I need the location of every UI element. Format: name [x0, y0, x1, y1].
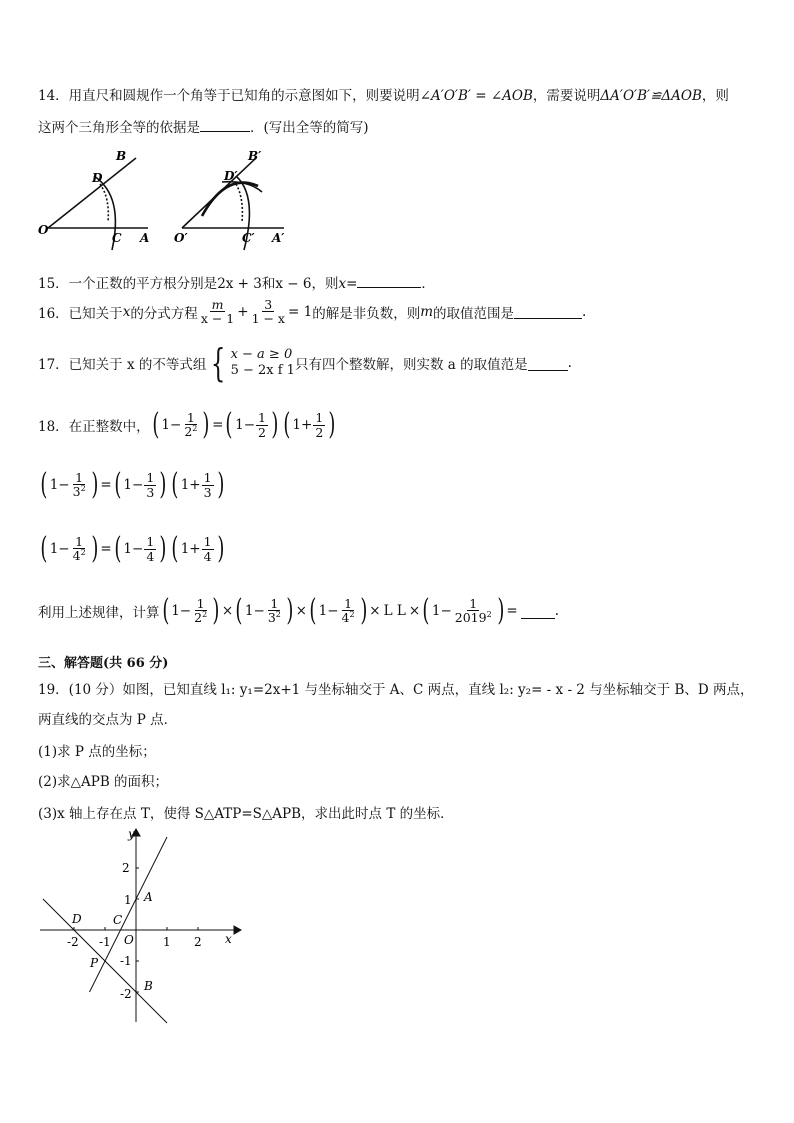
- q18-times-4: ×: [408, 603, 421, 619]
- x-tick-1: 1: [163, 935, 171, 949]
- label-d-prime: D′: [224, 169, 238, 183]
- q16-end: .: [582, 303, 587, 320]
- q14-answer-blank[interactable]: [200, 131, 250, 132]
- y-tick-neg1: -1: [120, 954, 132, 968]
- q17-end: .: [567, 355, 572, 371]
- q15-answer-blank[interactable]: [357, 287, 421, 288]
- q19-line2: 两直线的交点为 P 点．: [38, 712, 178, 728]
- q15: [38, 272, 435, 292]
- q18-half-2: 3: [146, 484, 155, 500]
- q18-row-2: ( 1− $\frac{1}{3^2}$ ) = ( 1− $\frac{1}{3}$ ) ( 1+ $\frac{1}{3}$ ): [40, 467, 224, 502]
- q17-system: [231, 347, 295, 380]
- q18-half-3: 4: [146, 548, 155, 564]
- x-axis-label: x: [225, 932, 232, 946]
- x-tick-neg1: -1: [99, 935, 111, 949]
- q16-plus: +: [237, 303, 249, 320]
- label-a-prime: A′: [272, 231, 285, 245]
- point-c-label: C: [113, 913, 123, 927]
- q18-row-3: ( 1− $\frac{1}{4^2}$ ) = ( 1− $\frac{1}{4}$ ) ( 1+ $\frac{1}{4}$ ): [40, 531, 224, 566]
- q15-end: ．: [421, 276, 435, 292]
- q19-part2: (2)求△APB 的面积；: [38, 774, 169, 790]
- q15-eq: =: [346, 276, 358, 292]
- q15-var-x: x: [338, 276, 347, 292]
- q16-var-x: x: [122, 303, 131, 320]
- q16-rhs: = 1: [288, 303, 313, 320]
- q17-text-b: 只有四个整数解，则实数 a 的取值范是: [294, 357, 528, 373]
- q16-text-d: 的取值范围是: [433, 305, 515, 322]
- point-p-label: P: [90, 956, 99, 970]
- q14-angle-equation: ∠A′O′B′ = ∠AOB: [419, 88, 533, 104]
- point-a-label: A: [144, 890, 153, 904]
- q16-text-b: 的分式方程: [130, 305, 198, 322]
- q16-answer-blank[interactable]: [514, 304, 582, 319]
- q16-var-m: m: [420, 303, 434, 320]
- q19-part3: (3)x 轴上存在点 T，使得 S△ATP=S△APB，求出此时点 T 的坐标．: [38, 806, 454, 822]
- point-b-label: B: [144, 979, 153, 993]
- q17: [38, 341, 572, 385]
- q18-last-denom: 2019: [454, 610, 487, 626]
- q15-expr-1: 2x + 3: [217, 276, 262, 292]
- q17-ineq-2: 5 − 2x f 1: [230, 363, 295, 378]
- q14-triangle-congruence: ΔA′O′B′≌ΔAOB: [600, 88, 702, 104]
- q16-f1-denominator: x − 1: [200, 311, 235, 327]
- q18-eq: =: [506, 603, 518, 619]
- label-o-prime: O′: [174, 231, 188, 245]
- q18-half-1b: 2: [315, 424, 324, 440]
- q18-half-1: 2: [258, 424, 266, 440]
- x-tick-2: 2: [194, 935, 202, 949]
- q19-graph: [36, 826, 246, 1026]
- q15-text-and: 和: [261, 276, 276, 292]
- q18-intro: 18．在正整数中，: [38, 419, 150, 435]
- q18-denom-3: 4: [72, 548, 81, 564]
- y-tick-neg2: -2: [120, 987, 132, 1001]
- q18-answer-blank[interactable]: [521, 604, 555, 619]
- q18-times-3: ×: [369, 603, 381, 619]
- q18-end: .: [554, 603, 560, 619]
- q14-line2: [38, 116, 369, 136]
- y-tick-1: 1: [124, 893, 132, 907]
- q14-line1: [38, 84, 729, 104]
- q14-figure: [36, 146, 296, 256]
- q15-expr-2: x − 6: [275, 276, 312, 292]
- q19-line1: 19．(10 分）如图，已知直线 l₁: y₁=2x+1 与坐标轴交于 A、C 两点，直线 l₂: y₂= - x - 2 与坐标轴交于 B、D 两点，: [38, 682, 754, 698]
- q18-half-2b: 3: [203, 484, 212, 500]
- q14-text-b: ，需要说明: [532, 88, 601, 104]
- q16-f1-numerator: m: [211, 297, 224, 312]
- q14-text-a: 14．用直尺和圆规作一个角等于已知角的示意图如下，则要说明: [38, 88, 420, 104]
- q16-f2-denominator: 1 − x: [251, 311, 285, 327]
- label-c: C: [112, 231, 122, 245]
- q18-denom-2: 3: [72, 484, 81, 500]
- q16-text-a: 16．已知关于: [38, 305, 123, 322]
- q16-fraction-2: [250, 298, 287, 325]
- q18-compute: 利用上述规律，计算 ( 1− $\frac{1}{2^2}$ ) × ( 1− $\frac{1}{3^2}$ ) × ( 1− $\frac{1}{4^2}$ ) × L L × ( 1− $\frac{1}{2019^2}$ ) = .: [38, 593, 560, 628]
- q14-text-e: ．(写出全等的简写): [250, 120, 369, 136]
- q18-times-2: ×: [295, 603, 307, 619]
- q18-dots: L L: [383, 603, 406, 619]
- q14-text-c: ，则: [701, 88, 729, 104]
- y-axis-label: y: [128, 827, 135, 841]
- label-b: B: [116, 149, 127, 163]
- line-l2: [43, 899, 167, 1023]
- q18-half-3b: 4: [203, 548, 212, 564]
- label-b-prime: B′: [248, 149, 262, 163]
- origin-label: O: [124, 933, 134, 947]
- q16: [38, 298, 586, 325]
- q17-text-a: 17．已知关于 x 的不等式组: [38, 357, 207, 373]
- q19-part1: (1)求 P 点的坐标；: [38, 744, 156, 760]
- x-axis-arrow: [234, 926, 241, 934]
- q16-f2-numerator: 3: [264, 297, 273, 312]
- x-tick-neg2: -2: [67, 935, 79, 949]
- label-o: O: [38, 223, 49, 237]
- q18-use-text: 利用上述规律，计算: [38, 605, 160, 621]
- q17-answer-blank[interactable]: [528, 356, 568, 371]
- q18-times-1: ×: [221, 603, 234, 619]
- q18-row-1: 18．在正整数中， ( 1− $\frac{1}{2^2}$ ) = ( 1− $\frac{1}{2}$ ) ( 1+ $\frac{1}{2}$ ): [38, 407, 336, 442]
- q17-brace: {: [211, 341, 226, 385]
- q17-ineq-1: x − a ≥ 0: [230, 346, 293, 362]
- q15-text-b: ，则: [311, 276, 339, 292]
- label-c-prime: C′: [242, 231, 255, 245]
- q18-denom-1: 2: [184, 424, 193, 440]
- label-d: D: [92, 171, 103, 185]
- q16-fraction-1: [199, 298, 236, 325]
- q16-text-c: 的解是非负数，则: [312, 305, 421, 322]
- q15-text-a: 15．一个正数的平方根分别是: [38, 276, 218, 292]
- q14-text-d: 这两个三角形全等的依据是: [38, 120, 200, 136]
- y-tick-2: 2: [122, 861, 130, 875]
- section-3-title: 三、解答题(共 66 分): [38, 656, 169, 671]
- point-d-label: D: [72, 912, 82, 926]
- label-a: A: [140, 231, 150, 245]
